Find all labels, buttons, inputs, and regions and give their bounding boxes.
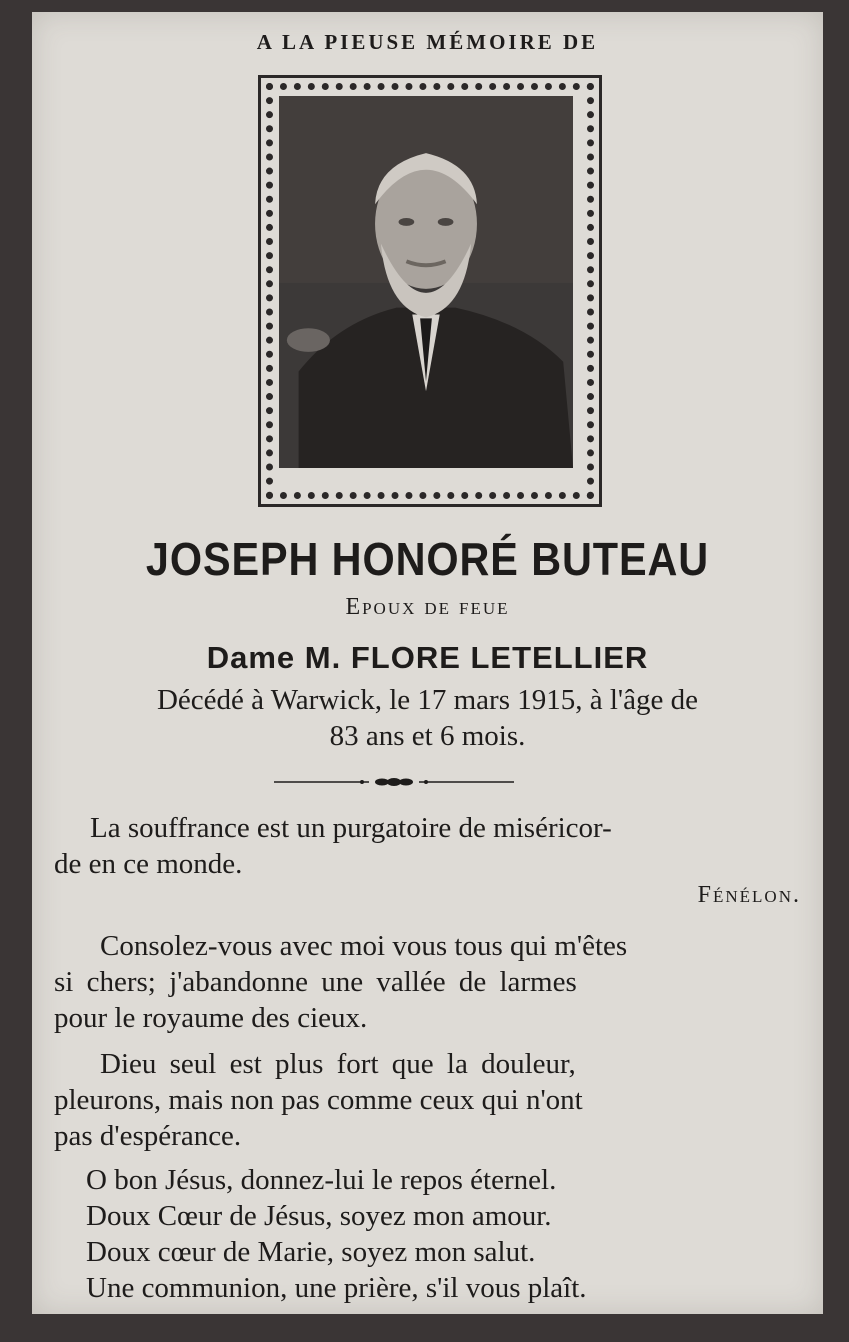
paragraph2-line-3: pour le royaume des cieux. xyxy=(54,1002,368,1034)
paragraph3-line-1: Dieu seul est plus fort que la douleur, xyxy=(100,1048,576,1080)
portrait-illustration xyxy=(279,96,573,468)
prayer-line-2: Doux Cœur de Jésus, soyez mon amour. xyxy=(86,1200,552,1232)
death-line-1: Décédé à Warwick, le 17 mars 1915, à l'âge de xyxy=(156,684,699,716)
quote1-author: Fénélon. xyxy=(697,882,801,908)
paragraph3-line-3: pas d'espérance. xyxy=(54,1120,242,1152)
dedication-heading: A LA PIEUSE MÉMOIRE DE xyxy=(256,30,599,54)
prayer-line-3: Doux cœur de Marie, soyez mon salut. xyxy=(86,1236,536,1268)
prayer-line-4: Une communion, une prière, s'il vous plaît. xyxy=(86,1272,587,1304)
paragraph3-line-2: pleurons, mais non pas comme ceux qui n'ont xyxy=(54,1084,583,1116)
deceased-name: JOSEPH HONORÉ BUTEAU xyxy=(145,533,710,585)
quote1-line-1: La souffrance est un purgatoire de miséricor- xyxy=(90,812,612,844)
ornamental-divider xyxy=(274,776,514,788)
quote1-line-2: de en ce monde. xyxy=(54,848,243,880)
death-line-2: 83 ans et 6 mois. xyxy=(329,720,526,752)
paragraph2-line-1: Consolez-vous avec moi vous tous qui m'êtes xyxy=(100,930,628,962)
portrait-frame xyxy=(258,75,602,507)
paragraph2-line-2: si chers; j'abandonne une vallée de larmes xyxy=(54,966,577,998)
prayer-line-1: O bon Jésus, donnez-lui le repos éternel. xyxy=(86,1164,557,1196)
card-paper xyxy=(32,12,823,1314)
relation-label: Epoux de feue xyxy=(345,594,510,620)
portrait-photo xyxy=(279,96,573,468)
spouse-name: Dame M. FLORE LETELLIER xyxy=(206,640,649,675)
